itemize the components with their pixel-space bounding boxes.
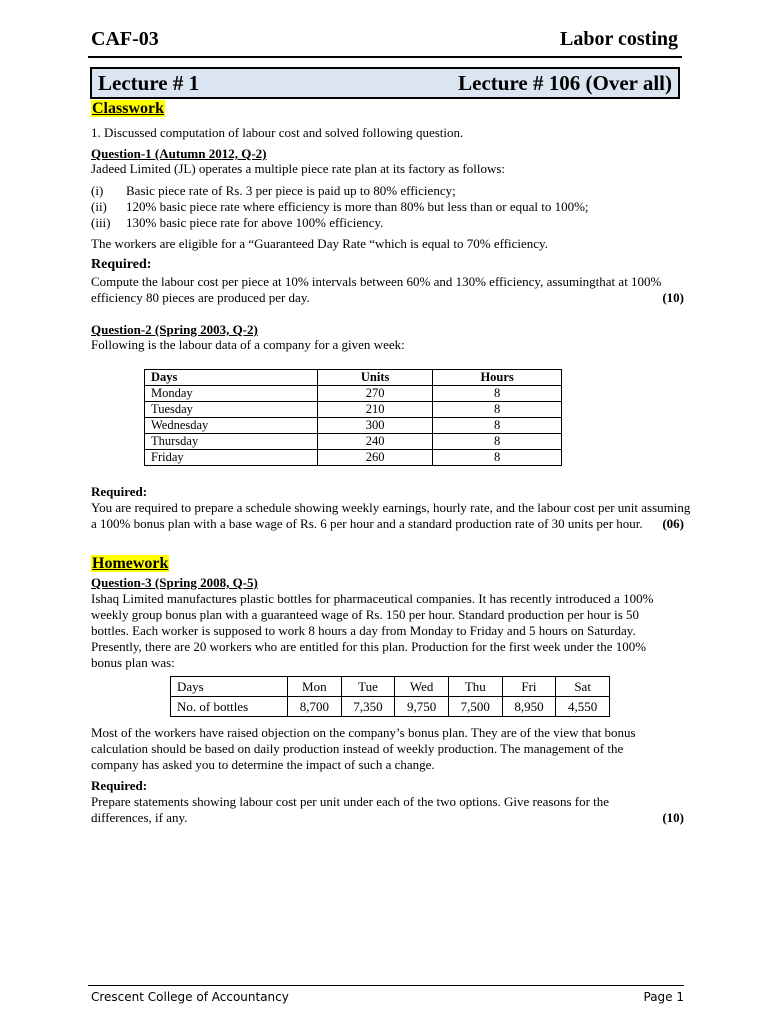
table-cell: Days	[171, 677, 288, 697]
question-2-title: Question-2 (Spring 2003, Q-2)	[91, 322, 258, 337]
required-text: a 100% bonus plan with a base wage of Rs. 6 per hour and a standard production rate of 30 units per hour.	[91, 516, 643, 531]
question-1-title: Question-1 (Autumn 2012, Q-2)	[91, 146, 267, 161]
question-2-text: Following is the labour data of a company for a given week:	[91, 337, 405, 352]
table-cell: 7,500	[448, 697, 502, 717]
required-text: efficiency 80 pieces are produced per day.	[91, 290, 310, 305]
header-rule	[88, 56, 682, 58]
marks: (06)	[662, 516, 684, 531]
table-cell: 8	[433, 450, 562, 466]
table-row	[171, 697, 610, 717]
lecture-banner	[90, 67, 680, 99]
table-cell: 260	[318, 450, 433, 466]
table-row	[145, 402, 562, 418]
table-cell: Mon	[288, 677, 342, 697]
classwork-intro: 1. Discussed computation of labour cost and solved following question.	[91, 125, 464, 140]
page-number: Page 1	[643, 990, 684, 1004]
table-cell: 240	[318, 434, 433, 450]
required-text: differences, if any.	[91, 810, 188, 825]
lecture-overall: Lecture # 106 (Over all)	[458, 71, 672, 95]
required-label: Required:	[91, 778, 148, 793]
list-item: (i) Basic piece rate of Rs. 3 per piece is paid up to 80% efficiency;	[91, 183, 456, 198]
required-label: Required:	[91, 484, 148, 499]
table-cell: Wed	[395, 677, 449, 697]
question-3-text: Ishaq Limited manufactures plastic bottles for pharmaceutical companies. It has recently introduced a 100% weekly group bonus plan with a guaranteed wage of Rs. 150 per hour. Standard production per hour is 50 bottles. Each worker is supposed to work 8 hours a day from Monday to Friday and 5 hours on Saturday. Presently, there are 20 workers who are entitled for this plan. Production for the first week under the 100% bonus plan was:	[91, 591, 654, 670]
table-cell: Sat	[556, 677, 610, 697]
table-row	[171, 677, 610, 697]
required-text: You are required to prepare a schedule showing weekly earnings, hourly rate, and the labour cost per unit assuming	[91, 500, 691, 515]
table-header-row	[145, 370, 562, 386]
table-header-cell: Hours	[433, 370, 562, 386]
table-cell: 4,550	[556, 697, 610, 717]
chapter-title: Labor costing	[560, 28, 678, 50]
table-cell: 7,350	[341, 697, 395, 717]
table-cell: 8,950	[502, 697, 556, 717]
table-cell: Fri	[502, 677, 556, 697]
table-row	[145, 418, 562, 434]
table-row	[145, 450, 562, 466]
table-cell: Wednesday	[145, 418, 318, 434]
table-cell: 8	[433, 386, 562, 402]
marks: (10)	[662, 810, 684, 825]
table-row	[145, 386, 562, 402]
table-cell: 270	[318, 386, 433, 402]
table-row	[145, 434, 562, 450]
question-3-followup: Most of the workers have raised objection on the company’s bonus plan. They are of the view that bonus calculation should be based on daily production instead of weekly production. The management of the company has asked you to determine the impact of such a change.	[91, 725, 636, 772]
table-cell: Tue	[341, 677, 395, 697]
table-cell: 9,750	[395, 697, 449, 717]
course-code: CAF-03	[91, 28, 159, 50]
table-cell: Monday	[145, 386, 318, 402]
footer-rule	[88, 985, 684, 986]
question-1-text: Jadeed Limited (JL) operates a multiple piece rate plan at its factory as follows:	[91, 161, 506, 176]
lecture-number: Lecture # 1	[98, 71, 200, 95]
question-3-title: Question-3 (Spring 2008, Q-5)	[91, 575, 258, 590]
required-label: Required:	[91, 257, 152, 272]
table-cell: 8,700	[288, 697, 342, 717]
table-cell: 300	[318, 418, 433, 434]
table-cell: Tuesday	[145, 402, 318, 418]
marks: (10)	[662, 290, 684, 305]
required-text: Compute the labour cost per piece at 10% intervals between 60% and 130% efficiency, assumingthat at 100%	[91, 274, 662, 289]
list-item: (iii) 130% basic piece rate for above 100% efficiency.	[91, 215, 384, 230]
table-cell: Thu	[448, 677, 502, 697]
table-cell: Friday	[145, 450, 318, 466]
table-cell: No. of bottles	[171, 697, 288, 717]
guarantee-text: The workers are eligible for a “Guaranteed Day Rate “which is equal to 70% efficiency.	[91, 236, 548, 251]
bottles-table	[170, 676, 610, 717]
homework-heading: Homework	[92, 555, 169, 572]
table-header-cell: Days	[145, 370, 318, 386]
required-text: Prepare statements showing labour cost per unit under each of the two options. Give reasons for the	[91, 794, 610, 809]
table-cell: 210	[318, 402, 433, 418]
table-cell: Thursday	[145, 434, 318, 450]
classwork-heading: Classwork	[92, 100, 165, 117]
footer-institution: Crescent College of Accountancy	[91, 990, 289, 1004]
table-cell: 8	[433, 418, 562, 434]
table-header-cell: Units	[318, 370, 433, 386]
labour-data-table	[144, 369, 562, 466]
list-item: (ii) 120% basic piece rate where efficiency is more than 80% but less than or equal to 100%;	[91, 199, 589, 214]
table-cell: 8	[433, 402, 562, 418]
table-cell: 8	[433, 434, 562, 450]
